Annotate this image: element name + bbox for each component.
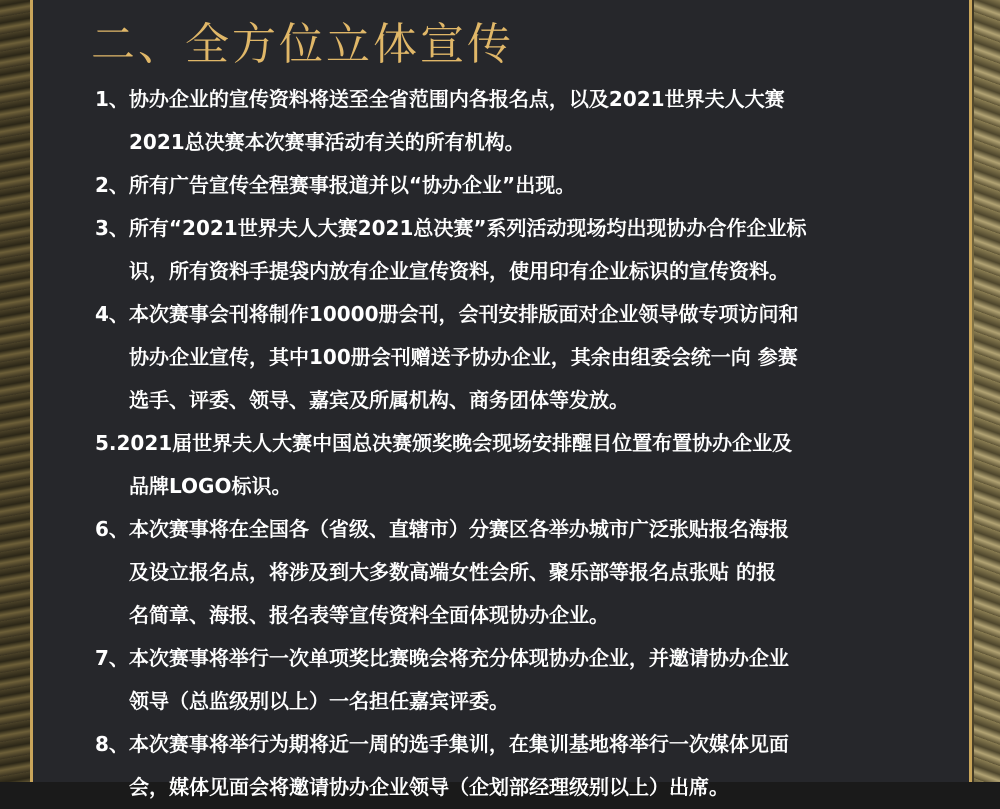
background-texture-right — [974, 0, 1000, 782]
benefit-list — [95, 78, 935, 809]
item-line: 识，所有资料手提袋内放有企业宣传资料，使用印有企业标识的宣传资料。 — [129, 259, 789, 283]
list-item — [95, 422, 935, 508]
item-line: 4、本次赛事会刊将制作10000册会刊，会刊安排版面对企业领导做专项访问和 — [95, 302, 799, 326]
item-line: 选手、评委、领导、嘉宾及所属机构、商务团体等发放。 — [129, 388, 629, 412]
item-line: 及设立报名点，将涉及到大多数高端女性会所、聚乐部等报名点张贴 的报 — [129, 560, 776, 584]
background-texture-left — [0, 0, 30, 782]
section-heading: 二、全方位立体宣传 — [91, 19, 514, 70]
list-item — [95, 723, 935, 809]
item-line: 1、协办企业的宣传资料将送至全省范围内各报名点，以及2021世界夫人大赛 — [95, 87, 785, 111]
item-line: 品牌LOGO标识。 — [129, 474, 292, 498]
item-line: 领导（总监级别以上）一名担任嘉宾评委。 — [129, 689, 509, 713]
list-item — [95, 637, 935, 723]
item-line: 会，媒体见面会将邀请协办企业领导（企划部经理级别以上）出席。 — [129, 775, 729, 799]
item-line: 名简章、海报、报名表等宣传资料全面体现协办企业。 — [129, 603, 609, 627]
item-line: 6、本次赛事将在全国各（省级、直辖市）分赛区各举办城市广泛张贴报名海报 — [95, 517, 789, 541]
item-line: 8、本次赛事将举行为期将近一周的选手集训，在集训基地将举行一次媒体见面 — [95, 732, 789, 756]
item-line: 3、所有“2021世界夫人大赛2021总决赛”系列活动现场均出现协办合作企业标 — [95, 216, 807, 240]
list-item — [95, 164, 935, 207]
item-line: 5.2021届世界夫人大赛中国总决赛颁奖晚会现场安排醒目位置布置协办企业及 — [95, 431, 793, 455]
item-line: 协办企业宣传，其中100册会刊赠送予协办企业，其余由组委会统一向 参赛 — [129, 345, 798, 369]
item-line: 7、本次赛事将举行一次单项奖比赛晚会将充分体现协办企业，并邀请协办企业 — [95, 646, 789, 670]
list-item — [95, 78, 935, 164]
list-item — [95, 293, 935, 422]
item-line: 2、所有广告宣传全程赛事报道并以“协办企业”出现。 — [95, 173, 576, 197]
list-item — [95, 508, 935, 637]
item-line: 2021总决赛本次赛事活动有关的所有机构。 — [129, 130, 525, 154]
list-item — [95, 207, 935, 293]
content-panel — [30, 0, 972, 799]
